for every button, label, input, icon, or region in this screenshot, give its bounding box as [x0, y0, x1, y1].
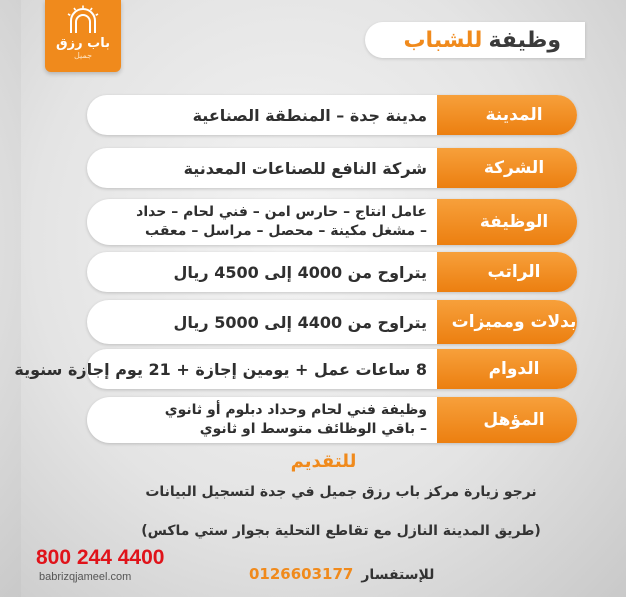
- row-hours: [14, 349, 577, 389]
- row-salary: [87, 252, 577, 292]
- row-value: [0, 349, 437, 389]
- row-value: [87, 199, 437, 245]
- website-url: babrizqjameel.com: [39, 571, 132, 583]
- row-qualification: [87, 397, 577, 443]
- row-value-line: يتراوح من 4400 إلى 5000 ريال: [173, 312, 427, 332]
- row-label: المدينة: [437, 95, 577, 135]
- row-value-line: 8 ساعات عمل + يومين إجازة + 21 يوم إجازة سنوية: [14, 359, 427, 379]
- row-label: المؤهل: [437, 397, 577, 443]
- inquiry: [249, 565, 434, 583]
- row-allowances: [87, 300, 577, 344]
- row-value: [87, 252, 437, 292]
- row-value: [87, 397, 437, 443]
- row-label: الوظيفة: [437, 199, 577, 245]
- row-label: بدلات ومميزات: [437, 300, 577, 344]
- row-label: الراتب: [437, 252, 577, 292]
- row-value: [87, 95, 437, 135]
- title-banner: [365, 22, 585, 58]
- row-job: [87, 199, 577, 245]
- title-word-job: وظيفة: [488, 27, 561, 53]
- apply-heading: للتقديم: [290, 451, 357, 472]
- row-value-line: عامل انتاج – حارس امن – فني لحام – حداد: [136, 204, 427, 220]
- hotline-number: 800 244 4400: [36, 546, 165, 569]
- row-value-line: – باقي الوظائف متوسط او ثانوي: [199, 421, 427, 437]
- row-city: [87, 95, 577, 135]
- row-label: الدوام: [437, 349, 577, 389]
- brand-logo: [45, 0, 121, 72]
- row-value: [87, 148, 437, 188]
- row-value-line: شركة النافع للصناعات المعدنية: [183, 158, 427, 178]
- row-value: [87, 300, 437, 344]
- inquiry-label: للإستفسار: [361, 567, 435, 583]
- row-value-line: – مشغل مكينة – محصل – مراسل – معقب: [145, 223, 427, 239]
- row-value-line: وظيفة فني لحام وحداد دبلوم أو ثانوي: [164, 402, 427, 418]
- logo-subtitle: جميل: [73, 51, 93, 60]
- row-value-line: يتراوح من 4000 إلى 4500 ريال: [173, 262, 427, 282]
- apply-location: (طريق المدينة النازل مع تقاطع التحلية بجوار ستي ماكس): [141, 523, 541, 539]
- apply-instructions: نرجو زيارة مركز باب رزق جميل في جدة لتسجيل البيانات: [145, 484, 537, 500]
- title-word-youth: للشباب: [403, 27, 483, 53]
- row-value-line: مدينة جدة – المنطقة الصناعية: [192, 105, 427, 125]
- row-label: الشركة: [437, 148, 577, 188]
- sun-gate-icon: [66, 5, 100, 35]
- row-company: [87, 148, 577, 188]
- inquiry-phone: 0126603177: [249, 565, 354, 583]
- logo-name: باب رزق: [56, 36, 110, 51]
